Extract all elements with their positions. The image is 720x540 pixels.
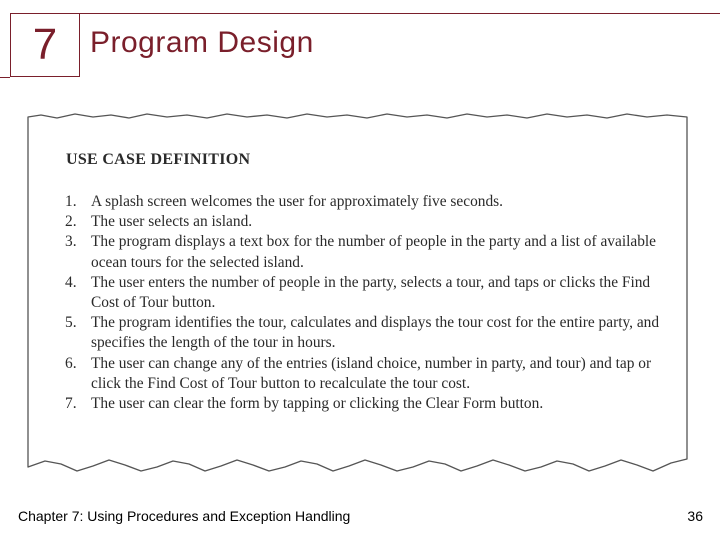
header-rule [80, 13, 720, 14]
list-item [65, 394, 665, 414]
item-number: 5. [65, 314, 77, 332]
page-number: 36 [687, 508, 703, 524]
chapter-number: 7 [32, 20, 58, 69]
item-number: 4. [65, 273, 77, 291]
list-item [65, 273, 665, 313]
footer-chapter-label: Chapter 7: Using Procedures and Exception Handling [18, 508, 351, 524]
item-number: 3. [65, 233, 77, 251]
use-case-list [65, 192, 665, 414]
list-item [65, 232, 665, 272]
item-text: The user can clear the form by tapping or clicking the Clear Form button. [91, 395, 544, 413]
item-text: The user can change any of the entries (island choice, number in party, and tour) and tap or click the Find Cost of Tour button to recalculate the tour cost. [91, 354, 652, 392]
list-item [65, 313, 665, 353]
header-left-rule [0, 77, 10, 78]
item-text: The user enters the number of people in the party, selects a tour, and taps or clicks the Find Cost of Tour button. [91, 273, 651, 312]
slide-title: Program Design [90, 26, 314, 59]
figure-heading: USE CASE DEFINITION [66, 151, 251, 168]
chapter-number-box [10, 13, 80, 77]
item-text: The program displays a text box for the number of people in the party and a list of available ocean tours for the selected island. [91, 233, 657, 271]
list-item [65, 212, 665, 232]
item-number: 7. [65, 395, 77, 413]
item-number: 1. [65, 193, 77, 210]
item-number: 6. [65, 354, 77, 372]
item-text: The program identifies the tour, calculates and displays the tour cost for the entire party, and specifies the length of the tour in hours. [91, 314, 660, 352]
item-number: 2. [65, 213, 77, 231]
item-text: A splash screen welcomes the user for approximately five seconds. [91, 193, 503, 210]
use-case-figure [27, 113, 688, 475]
list-item [65, 192, 665, 212]
list-item [65, 354, 665, 394]
item-text: The user selects an island. [91, 213, 253, 231]
